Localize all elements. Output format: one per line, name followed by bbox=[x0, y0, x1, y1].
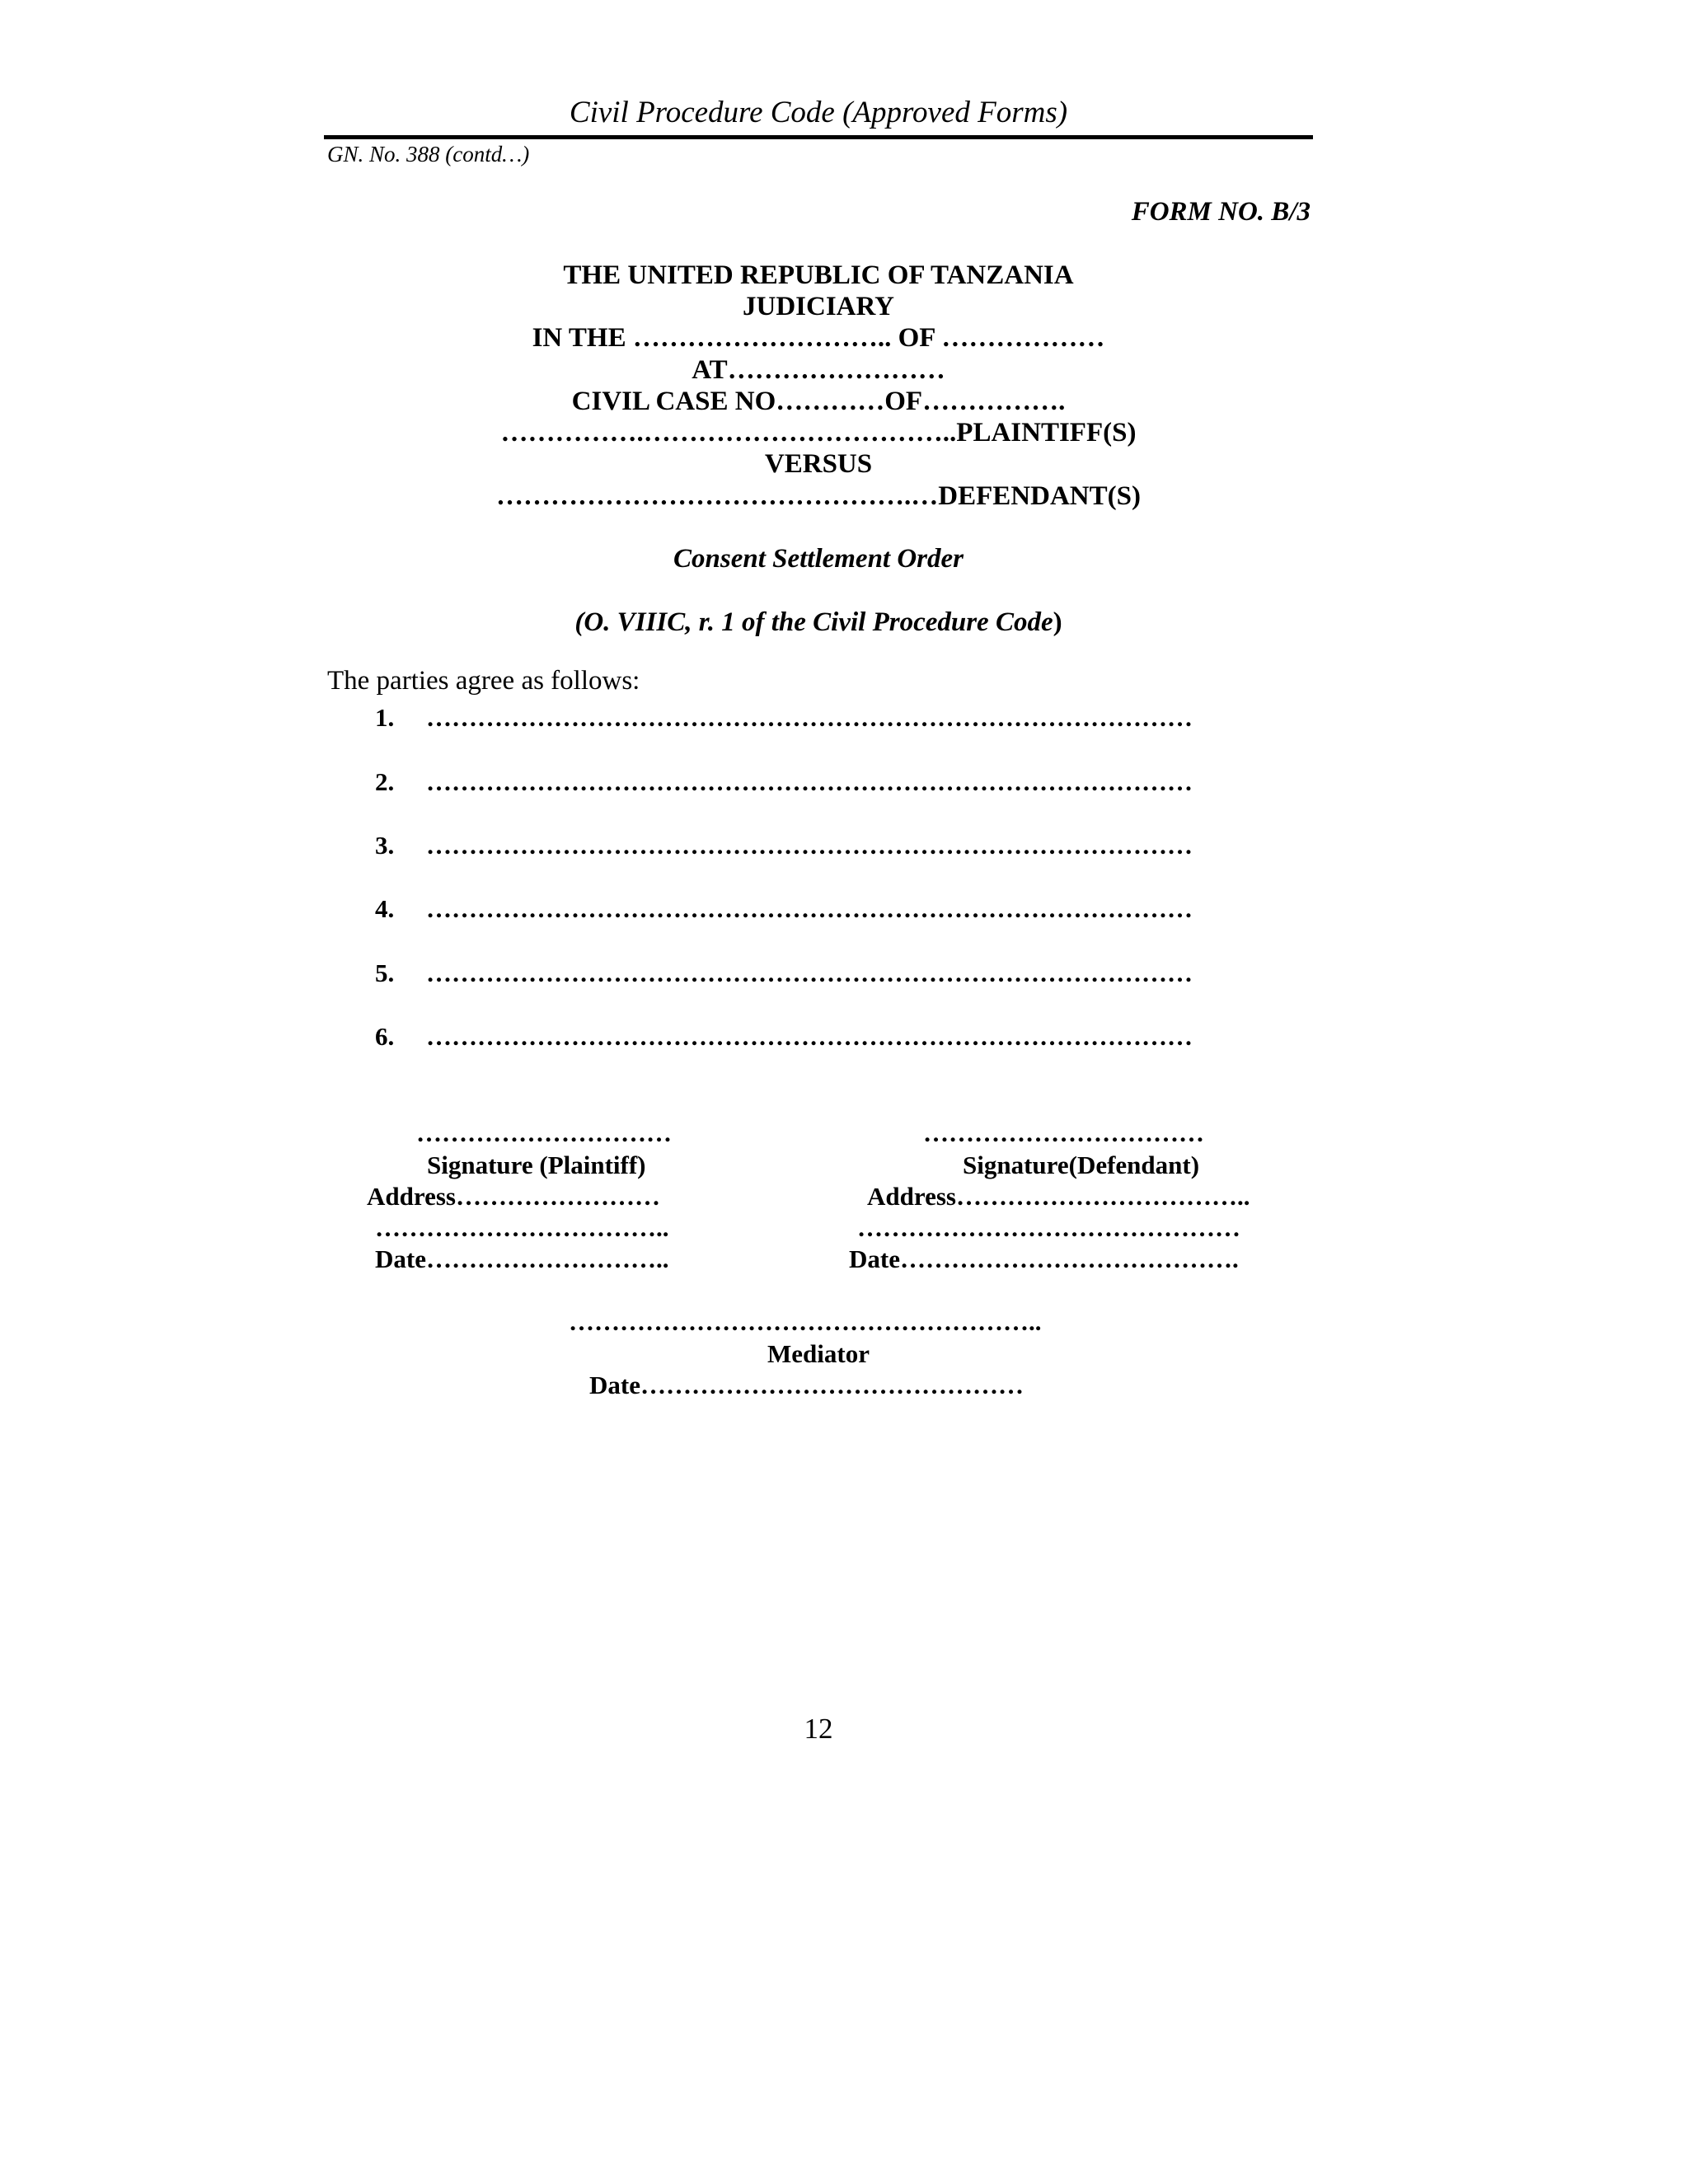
defendant-signature-label: Signature(Defendant) bbox=[963, 1151, 1200, 1179]
defendant-address: Address…………………………….. bbox=[867, 1182, 1250, 1211]
item-blank: ……………………………………………………………………………… bbox=[426, 894, 1193, 923]
item-blank: ……………………………………………………………………………… bbox=[426, 767, 1193, 796]
mediator-label: Mediator bbox=[767, 1339, 870, 1368]
item-blank: ……………………………………………………………………………… bbox=[426, 703, 1193, 732]
gn-note: GN. No. 388 (contd…) bbox=[327, 142, 530, 166]
judiciary-heading: JUDICIARY bbox=[742, 292, 894, 321]
defendant-address-line2: ……………………………………… bbox=[857, 1213, 1240, 1242]
plaintiff-date: Date……………………….. bbox=[375, 1244, 669, 1273]
item-number: 3. bbox=[375, 831, 395, 860]
order-title: Consent Settlement Order bbox=[673, 544, 964, 574]
defendant-line: ……………………………………….…DEFENDANT(S) bbox=[496, 481, 1141, 511]
header-rule bbox=[324, 135, 1313, 139]
item-number: 2. bbox=[375, 767, 395, 796]
case-number-line: CIVIL CASE NO…………OF……………. bbox=[571, 387, 1066, 416]
defendant-date: Date…………………………………. bbox=[849, 1244, 1239, 1273]
item-blank: ……………………………………………………………………………… bbox=[426, 958, 1193, 987]
plaintiff-address: Address…………………… bbox=[367, 1182, 660, 1211]
at-line: AT…………………… bbox=[692, 355, 945, 385]
item-blank: ……………………………………………………………………………… bbox=[426, 1022, 1193, 1051]
republic-heading: THE UNITED REPUBLIC OF TANZANIA bbox=[563, 260, 1074, 290]
mediator-date: Date……………………………………… bbox=[589, 1371, 1024, 1399]
order-authority-text: (O. VIIIC, r. 1 of the Civil Procedure Code bbox=[574, 607, 1053, 637]
page-number: 12 bbox=[804, 1713, 833, 1745]
defendant-signature-line: …………………………… bbox=[923, 1118, 1204, 1147]
item-number: 5. bbox=[375, 958, 395, 987]
mediator-signature-line: ……………………………………………….. bbox=[569, 1307, 1042, 1336]
item-number: 4. bbox=[375, 894, 395, 923]
versus-line: VERSUS bbox=[764, 449, 873, 479]
item-blank: ……………………………………………………………………………… bbox=[426, 831, 1193, 860]
plaintiff-signature-line: ………………………… bbox=[416, 1118, 672, 1147]
item-number: 1. bbox=[375, 703, 395, 732]
plaintiff-signature-label: Signature (Plaintiff) bbox=[427, 1151, 646, 1179]
parties-intro: The parties agree as follows: bbox=[327, 666, 640, 696]
item-number: 6. bbox=[375, 1022, 395, 1051]
order-authority bbox=[324, 607, 1313, 638]
plaintiff-address-line2: …………………………….. bbox=[375, 1213, 669, 1242]
plaintiff-line: …………….……………………………..PLAINTIFF(S) bbox=[500, 418, 1137, 448]
form-number: FORM NO. B/3 bbox=[1131, 197, 1311, 227]
running-head: Civil Procedure Code (Approved Forms) bbox=[569, 96, 1068, 129]
order-authority-close: ) bbox=[1053, 607, 1062, 637]
court-line: IN THE ……………………….. OF ……………… bbox=[532, 323, 1105, 353]
